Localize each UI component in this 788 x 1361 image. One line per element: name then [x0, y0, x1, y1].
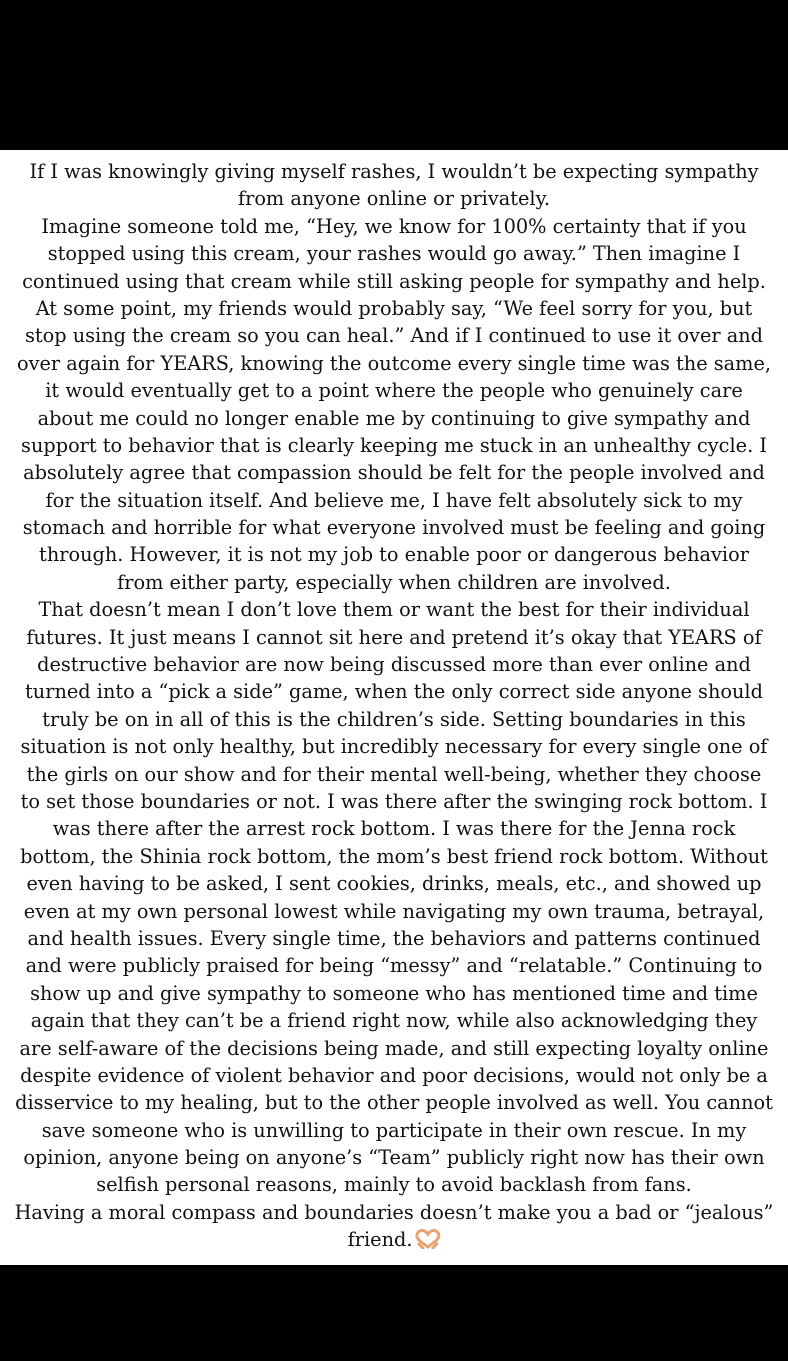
post-line-text: over again for YEARS, knowing the outcome every single time was the same,: [17, 351, 771, 375]
post-line-text: for the situation itself. And believe me, I have felt absolutely sick to my: [45, 488, 743, 512]
post-line: [2, 541, 786, 568]
post-line-text: At some point, my friends would probably say, “We feel sorry for you, but: [35, 296, 753, 320]
post-line: [2, 1062, 786, 1089]
post-text: [0, 158, 788, 1254]
post-line: [2, 596, 786, 623]
post-line: [2, 295, 786, 322]
post-line: [2, 405, 786, 432]
post-line-text: despite evidence of violent behavior and poor decisions, would not only be a: [20, 1063, 768, 1087]
post-line-text: situation is not only healthy, but incredibly necessary for every single one of: [20, 735, 768, 759]
post-line: [2, 843, 786, 870]
text-post-card: [0, 150, 788, 1265]
post-line: [2, 952, 786, 979]
post-line: [2, 240, 786, 267]
post-line-text: turned into a “pick a side” game, when the only correct side anyone should: [25, 680, 763, 704]
post-line: [2, 761, 786, 788]
post-line: [2, 1007, 786, 1034]
post-line-text: and were publicly praised for being “messy” and “relatable.” Continuing to: [25, 954, 763, 978]
post-line-text: even at my own personal lowest while navigating my own trauma, betrayal,: [23, 899, 765, 923]
post-line: [2, 268, 786, 295]
post-line: [2, 651, 786, 678]
post-line: [2, 377, 786, 404]
post-line-text: That doesn’t mean I don’t love them or want the best for their individual: [38, 598, 750, 622]
post-line: [2, 624, 786, 651]
post-line-text: from anyone online or privately.: [237, 187, 551, 211]
post-line: [2, 706, 786, 733]
post-line: [2, 1171, 786, 1198]
post-line-text: stopped using this cream, your rashes would go away.” Then imagine I: [47, 242, 741, 266]
post-line: [2, 815, 786, 842]
post-line-text: selfish personal reasons, mainly to avoid backlash from fans.: [96, 1173, 692, 1197]
post-line-text: even having to be asked, I sent cookies, drinks, meals, etc., and showed up: [26, 872, 762, 896]
post-line: [2, 514, 786, 541]
post-line: [2, 980, 786, 1007]
post-line-text: was there after the arrest rock bottom. I was there for the Jenna rock: [52, 817, 736, 841]
top-black-bar: [0, 0, 788, 150]
post-line: [2, 459, 786, 486]
post-line-text: save someone who is unwilling to participate in their own rescue. In my: [41, 1118, 747, 1142]
bottom-black-bar: [0, 1265, 788, 1361]
post-line-text: from either party, especially when children are involved.: [117, 570, 671, 594]
post-line-text: disservice to my healing, but to the other people involved as well. You cannot: [15, 1091, 773, 1115]
post-line: [2, 788, 786, 815]
post-line-text: through. However, it is not my job to enable poor or dangerous behavior: [39, 543, 749, 567]
post-line-text: and health issues. Every single time, the behaviors and patterns continued: [27, 926, 761, 950]
post-line-text: absolutely agree that compassion should be felt for the people involved and: [23, 461, 765, 485]
post-line: [2, 1199, 786, 1226]
post-line: [2, 733, 786, 760]
post-line-text: stop using the cream so you can heal.” And if I continued to use it over and: [24, 324, 764, 348]
post-line-text: show up and give sympathy to someone who has mentioned time and time: [30, 981, 758, 1005]
post-line-text: Having a moral compass and boundaries doesn’t make you a bad or “jealous”: [14, 1200, 774, 1224]
post-line: [2, 185, 786, 212]
post-line-text: the girls on our show and for their mental well-being, whether they choose: [26, 762, 762, 786]
post-line-text: destructive behavior are now being discussed more than ever online and: [37, 653, 751, 677]
post-line: [2, 1117, 786, 1144]
post-line-text: it would eventually get to a point where the people who genuinely care: [45, 379, 743, 403]
post-line: [2, 158, 786, 185]
post-line-text: Imagine someone told me, “Hey, we know for 100% certainty that if you: [41, 214, 747, 238]
post-line-text: If I was knowingly giving myself rashes, I wouldn’t be expecting sympathy: [29, 160, 759, 183]
post-line-text: bottom, the Shinia rock bottom, the mom’s best friend rock bottom. Without: [20, 844, 768, 868]
post-line: [2, 1226, 786, 1253]
post-line-text: about me could no longer enable me by continuing to give sympathy and: [37, 406, 751, 430]
post-line: [2, 569, 786, 596]
post-line-text: friend.: [347, 1228, 413, 1252]
post-line: [2, 1144, 786, 1171]
post-line-text: truly be on in all of this is the children’s side. Setting boundaries in this: [42, 707, 746, 731]
post-line-text: to set those boundaries or not. I was there after the swinging rock bottom. I: [20, 789, 768, 813]
post-line: [2, 432, 786, 459]
post-line-text: are self-aware of the decisions being made, and still expecting loyalty online: [19, 1036, 769, 1060]
post-line-text: opinion, anyone being on anyone’s “Team” publicly right now has their own: [23, 1146, 765, 1170]
post-line-text: support to behavior that is clearly keeping me stuck in an unhealthy cycle. I: [21, 433, 767, 457]
post-line: [2, 678, 786, 705]
post-line: [2, 1035, 786, 1062]
post-line: [2, 350, 786, 377]
post-line: [2, 1089, 786, 1116]
post-line-text: futures. It just means I cannot sit here and pretend it’s okay that YEARS of: [26, 625, 762, 649]
post-line: [2, 925, 786, 952]
post-line-text: again that they can’t be a friend right now, while also acknowledging they: [30, 1009, 758, 1033]
post-line: [2, 322, 786, 349]
post-line: [2, 898, 786, 925]
post-line: [2, 487, 786, 514]
post-line: [2, 870, 786, 897]
post-line-text: stomach and horrible for what everyone involved must be feeling and going: [22, 516, 766, 540]
post-line-text: continued using that cream while still asking people for sympathy and help.: [22, 269, 766, 293]
post-line: [2, 213, 786, 240]
heart-hands-icon: [414, 1229, 440, 1249]
